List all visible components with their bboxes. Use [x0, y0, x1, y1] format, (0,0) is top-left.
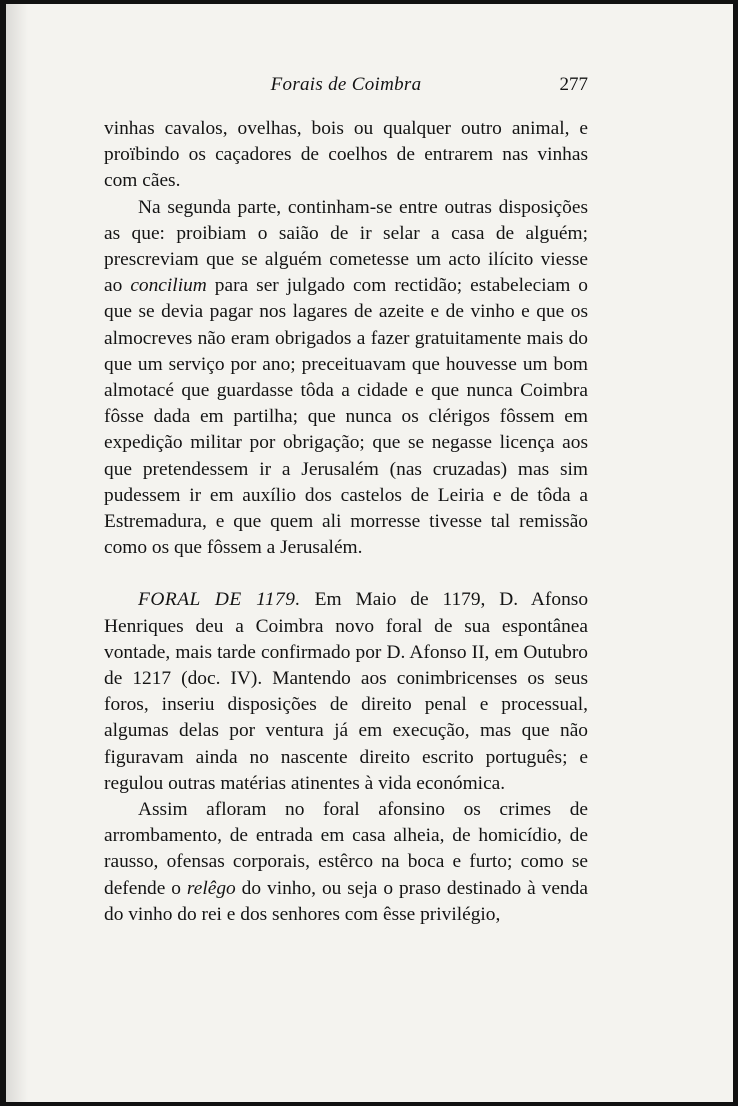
paragraph-4-emphasis: relêgo: [186, 877, 236, 899]
section-heading-foral-1179: FORAL DE 1179.: [138, 589, 301, 611]
section-gap: [104, 561, 588, 587]
paragraph-4-text-a: Assim afloram no foral afonsino os crimes de arrombamento, de entrada em casa alheia, de homicídio, de rausso, ofensas corporais, estêrco na boca e furto; como se defende o: [104, 799, 588, 899]
body-text: [104, 116, 588, 928]
paragraph-2-emphasis: concilium: [130, 275, 207, 297]
paragraph-3-text: Em Maio de 1179, D. Afonso Henriques deu a Coimbra novo foral de sua espontânea vontade, mais tarde confirmado por D. Afonso II, em Outubro de 1217 (doc. IV). Mantendo aos conimbricenses os seus foros, inseriu disposições de direito penal e processual, algumas delas por ventura já em execução, mas que não figuravam ainda no nascente direito escrito português; e regulou outras matérias atinentes à vida económica.: [104, 589, 589, 794]
running-title: Forais de Coimbra: [270, 74, 422, 95]
page-header: [104, 74, 588, 102]
scan-border-bottom: [0, 1102, 738, 1106]
paragraph-1: vinhas cavalos, ovelhas, bois ou qualquer outro animal, e proïbindo os caçadores de coelhos de entrarem nas vinhas com cães.: [104, 118, 588, 192]
page-number: 277: [559, 74, 588, 95]
paragraph-4-text-b: do vinho, ou seja o praso destinado à venda do vinho do rei e dos senhores com êsse privilégio,: [104, 877, 588, 925]
paragraph-4: [104, 797, 588, 928]
scan-border-top: [0, 0, 738, 4]
paragraph-3: [104, 587, 588, 797]
scan-border-right: [733, 0, 738, 1106]
paragraph-2-text-a: Na segunda parte, continham-se entre outras disposições as que: proibiam o saião de ir selar a casa de alguém; prescreviam que se alguém cometesse um acto ilícito viesse ao: [104, 196, 588, 297]
page-gutter-shadow: [6, 4, 28, 1102]
paragraph-2: [104, 195, 588, 562]
paragraph-2-text-b: para ser julgado com rectidão; estabeleciam o que se devia pagar nos lagares de azeite e de vinho e que os almocreves não eram obrigados a fazer gratuitamente mais do que um serviço por ano; preceituavam que houvesse um bom almotacé que guardasse tôda a cidade e que nunca Coimbra fôsse dada em partilha; que nunca os clérigos fôssem em expedição militar por obrigação; que se negasse licença aos que pretendessem ir a Jerusalém (nas cruzadas) mas sim pudessem ir em auxílio dos castelos de Leiria e de tôda a Estremadura, e que quem ali morresse tivesse tal remissão como os que fôssem a Jerusalém.: [104, 275, 588, 559]
